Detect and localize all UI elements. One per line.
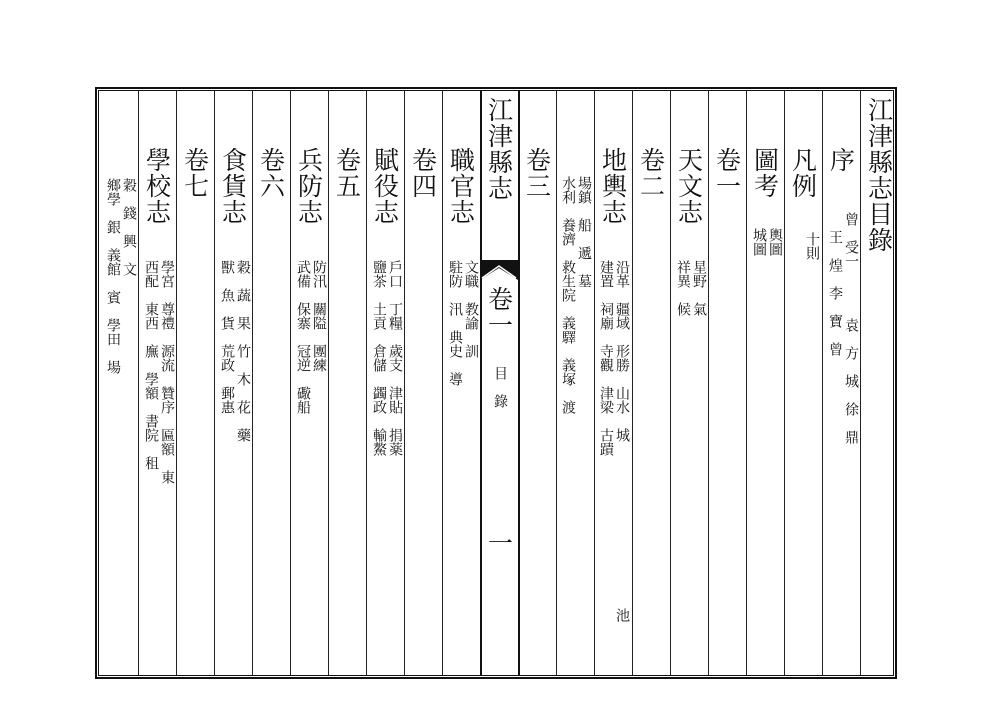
column-divider	[290, 91, 291, 675]
fuyi-sub-left: 鹽茶 土貢 倉儲 蠲政 輸鰲	[371, 260, 387, 456]
column-divider	[860, 91, 861, 675]
tianwen-sub-left: 祥異 候	[675, 260, 691, 316]
column-divider	[708, 91, 709, 675]
column-divider	[670, 91, 671, 675]
fanli-count: 十則	[804, 232, 820, 260]
xuexiao-cont-right: 穀 錢 興 文	[121, 178, 137, 276]
column-divider	[176, 91, 177, 675]
zhiguan-sub-right: 文職 教諭 訓	[463, 260, 479, 358]
zhiguan-sub-left: 駐防 汛 典史 導	[447, 260, 463, 386]
column-divider	[328, 91, 329, 675]
preface-authors-right: 袁 方 城 徐 鼎	[843, 318, 859, 444]
column-divider	[822, 91, 823, 675]
volume-2-heading: 卷二	[636, 147, 666, 199]
shihuo-title: 食貨志	[218, 147, 248, 225]
fuyi-sub-right: 戶口 丁糧 歲支 津貼 捐薬	[387, 260, 403, 456]
diyu-cont-right: 場鎮 船 遞 墓	[576, 176, 592, 288]
column-divider	[442, 91, 443, 675]
diyu-sub-tail: 池	[614, 608, 630, 622]
column-divider	[252, 91, 253, 675]
column-divider	[214, 91, 215, 675]
column-divider	[366, 91, 367, 675]
diyu-title: 地輿志	[598, 147, 628, 225]
fanli-title: 凡例	[788, 147, 818, 199]
volume-4-heading: 卷四	[408, 147, 438, 199]
column-divider	[784, 91, 785, 675]
shihuo-sub-right: 穀 蔬 果 竹 木 花 藥	[235, 260, 251, 442]
center-divider-right	[518, 91, 520, 675]
banxin-label: 目 錄	[492, 366, 508, 408]
tukao-sub-right: 輿圖	[767, 228, 783, 256]
banxin-title: 江津縣志	[484, 97, 514, 201]
volume-3-heading: 卷三	[522, 147, 552, 199]
volume-5-heading: 卷五	[332, 147, 362, 199]
bingfang-sub-left: 武備 保寨 冠逆 礮船	[295, 260, 311, 414]
diyu-sub-left: 建置 祠廟 寺觀 津梁 古蹟	[598, 260, 614, 456]
shihuo-sub-left: 獸 魚 貨 荒政 郵惠	[219, 260, 235, 414]
banxin-page-number: 一	[484, 530, 514, 556]
column-divider	[632, 91, 633, 675]
xuexiao-title: 學校志	[142, 147, 172, 225]
preface-authors-left: 王 煌 李 寶 曾	[827, 230, 843, 356]
xuexiao-cont-left: 鄉學 銀 義館 賓 學田 場	[105, 178, 121, 374]
tukao-title: 圖考	[750, 147, 780, 199]
volume-7-heading: 卷七	[180, 147, 210, 199]
tianwen-title: 天文志	[674, 147, 704, 225]
bingfang-title: 兵防志	[294, 147, 324, 225]
volume-6-heading: 卷六	[256, 147, 286, 199]
banxin-volume: 卷一	[484, 286, 514, 338]
diyu-cont-left: 水利 養濟 救生院 義驛 義塚 渡	[560, 176, 576, 414]
fish-tail-mark	[478, 258, 520, 282]
zhiguan-title: 職官志	[446, 147, 476, 225]
bingfang-sub-right: 防汛 關隘 團練	[311, 260, 327, 372]
preface-title: 序	[826, 147, 856, 173]
xuexiao-sub-right: 學宮 尊禮 源流 贊序 匾額 東	[159, 260, 175, 484]
column-divider	[556, 91, 557, 675]
volume-1-heading: 卷一	[712, 147, 742, 199]
center-divider-left	[480, 91, 482, 675]
catalog-title: 江津縣志目錄	[864, 97, 894, 253]
column-divider	[138, 91, 139, 675]
fuyi-title: 賦役志	[370, 147, 400, 225]
tianwen-sub-right: 星野 氣	[691, 260, 707, 316]
column-divider	[594, 91, 595, 675]
tukao-sub-left: 城圖	[751, 228, 767, 256]
xuexiao-sub-left: 西配 東西 廡 學額 書院 租	[143, 260, 159, 470]
column-divider	[404, 91, 405, 675]
diyu-sub-right: 沿革 疆域 形勝 山水 城	[614, 260, 630, 442]
preface-authors-top: 曾 受一	[843, 212, 859, 268]
column-divider	[746, 91, 747, 675]
